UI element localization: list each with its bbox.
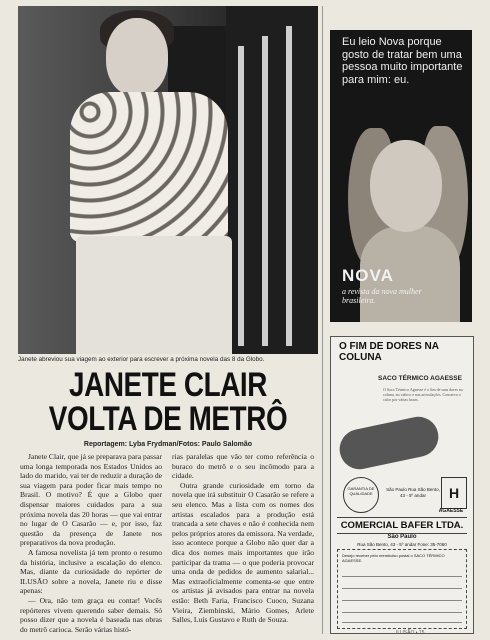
nova-tagline: a revista da nova mulher brasileira. [342, 287, 422, 305]
coupon-line [342, 612, 462, 613]
nova-logo: NOVA [342, 266, 394, 285]
baluster [238, 46, 244, 346]
company-street: Rua São Bento, 43 - 5º andar Fone: 35-7060 [357, 542, 447, 547]
agaesse-logo: H [441, 477, 467, 509]
coupon-line [342, 600, 462, 601]
headline-line-1: JANETE CLAIR [68, 366, 268, 404]
model-face [370, 140, 442, 232]
product-description: O Saco Térmico Agaesse é o fim de suas dores na coluna, no ciático e nas articulações. Conserva o calor por várias horas. [383, 387, 463, 402]
store-address: São Paulo Rua São Bento, 43 - 5º andar [386, 487, 440, 498]
article-photo [18, 6, 318, 354]
bafer-ad-title: O FIM DE DORES NA COLUNA [339, 341, 439, 363]
nova-ad-copy: Eu leio Nova porque gosto de tratar bem uma pessoa muito importante para mim: eu. [342, 36, 463, 86]
woman-blouse [70, 92, 228, 242]
baluster [286, 26, 292, 346]
paragraph: rias paralelas que vão ter como referência o buraco do metrô e o seu incômodo para a cidade. [172, 452, 314, 481]
paragraph: Outra grande curiosidade em torno da novela que irá substituir O Casarão se refere a seu elenco. Mas a lista com os nomes dos artistas escalados para a produção está trancada a sete chaves e não é conhecida nem pelos próprios atores da emissora. Na verdade, isso acontece porque a Globo não quer dar a dica dos nomes mais importantes que irão participar da trama — o que poderia provocar uma onda de pedidos de aumento salarial... Mas extraoficialmente comenta-se que entre os artistas já avisados para entrar na novela estão: Beth Faria, Francisco Cuoco, Suzana Vieira, Ziembinski, Mário Gomes, Arlete Salles, Luís Gustavo e Ruth de Souza. [172, 480, 314, 625]
bafer-advertisement [330, 336, 474, 634]
article-headline [45, 368, 291, 436]
company-name: COMERCIAL BAFER LTDA. [337, 517, 467, 534]
coupon-line [342, 576, 462, 577]
woman-face [106, 18, 168, 96]
agaesse-label: AGAESSE [438, 508, 464, 514]
photo-caption: Janete abreviou sua viagem ao exterior para escrever a próxima novela das 8 da Globo. [18, 356, 265, 363]
nova-advertisement [330, 30, 472, 322]
woman-pants [76, 236, 232, 354]
company-city: São Paulo [387, 534, 417, 540]
paragraph: Janete Clair, que já se preparava para passar uma longa temporada nos Estados Unidos ao lado do marido, vai ter de reduzir a duração de sua viagem para poder ficar mais tempo no Brasil. O motivo? É que a Globo quer dispensar maiores cuidados para a sua próxima novela das 20 horas — que vai entrar no lugar de O Casarão — e, por isso, faz questão da presença de Janete nos preparativos da nova produção. [20, 452, 162, 548]
column-divider [322, 6, 323, 634]
page-footer: ILUSÃO • 15 [396, 630, 425, 636]
article-column-1 [20, 452, 162, 634]
headline-line-2: VOLTA DE METRÔ [48, 400, 288, 438]
coupon-line [342, 622, 462, 623]
reclining-woman-image [336, 413, 442, 473]
quality-seal: GARANTIA DE QUALIDADE [343, 477, 379, 513]
coupon-line [342, 588, 462, 589]
paragraph: — Ora, não tem graça eu contar! Vocês repórteres vivem querendo saber demais. Só posso dizer que a novela é baseada nas obras do metrô carioca. Serão várias histó- [20, 595, 162, 634]
baluster [262, 36, 268, 346]
order-coupon [337, 549, 467, 629]
article-column-2 [172, 452, 314, 625]
coupon-text: Desejo receber pelo reembolso postal o SACO TÉRMICO AGAESSE. [342, 553, 445, 563]
article-credits: Reportagem: Lyba Frydman/Fotos: Paulo Salomão [83, 441, 253, 448]
paragraph: A famosa novelista já tem pronto o resumo da história, inclusive a escalação do elenco. Mas, diante da curiosidade do repórter de ILUSÃO sobre a novela, Janete riu e disse apenas: [20, 547, 162, 596]
product-name: SACO TÉRMICO AGAESSE [378, 375, 462, 382]
